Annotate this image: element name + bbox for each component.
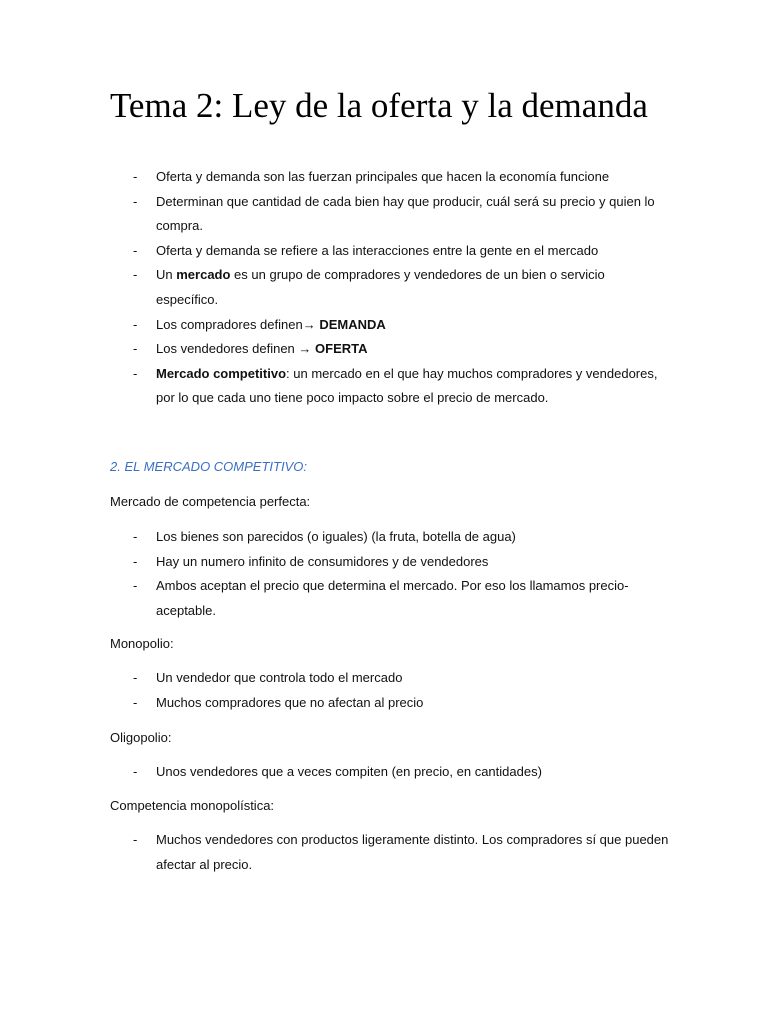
list-item [110,239,670,264]
list-item [110,190,670,239]
list-item [110,574,670,623]
bold-term-mercado-competitivo: Mercado competitivo [156,365,287,381]
list-item [110,263,670,312]
page-title: Tema 2: Ley de la oferta y la demanda [110,86,648,125]
list-item-text: Oferta y demanda se refiere a las interacciones entre la gente en el mercado [156,242,599,258]
subsection-label: Mercado de competencia perfecta: [110,494,311,509]
subsection-label: Monopolio: [110,636,174,651]
subsection-label: Competencia monopolística: [110,798,275,813]
list-item-text: Hay un numero infinito de consumidores y de vendedores [156,553,489,569]
list-item-text: Los bienes son parecidos (o iguales) (la fruta, botella de agua) [156,529,516,544]
list-item-text: es un grupo de compradores y vendedores de un bien o servicio específico. [156,267,605,307]
list-item-text: Un vendedor que controla todo el mercado [156,670,403,685]
list-item [110,828,670,877]
list-item-text: Los compradores definen [156,316,303,332]
bold-term-mercado: mercado [176,267,231,283]
perfecta-list [110,525,670,623]
intro-list [110,165,670,411]
bold-term-oferta: OFERTA [315,341,368,357]
arrow-right-icon: → [298,341,316,357]
bold-term-demanda: DEMANDA [319,316,386,332]
list-item-text: Unos vendedores que a veces compiten (en precio, en cantidades) [156,764,542,779]
arrow-right-icon: → [302,316,320,332]
section-heading: 2. EL MERCADO COMPETITIVO: [110,459,307,474]
list-item [110,313,670,338]
list-item [110,666,670,691]
monopolistica-list [110,828,670,877]
list-item [110,691,670,716]
list-item [110,525,670,550]
monopolio-list [110,666,670,715]
list-item-text: Determinan que cantidad de cada bien hay que producir, cuál será su precio y quien lo compra. [156,193,655,234]
list-item-text: Muchos vendedores con productos ligeramente distinto. Los compradores sí que pueden afectar al precio. [156,832,669,872]
list-item-text: Los vendedores definen [156,341,299,357]
list-item-text: Oferta y demanda son las fuerzan principales que hacen la economía funcione [156,169,610,184]
list-item-text: Un [156,267,177,283]
subsection-label: Oligopolio: [110,730,172,745]
oligopolio-list [110,760,670,785]
list-item-text: Muchos compradores que no afectan al precio [156,694,424,710]
list-item [110,165,670,190]
list-item-text: : un mercado en el que hay muchos compradores y vendedores, por lo que cada uno tiene poco impacto sobre el precio de mercado. [156,365,658,406]
list-item [110,760,670,785]
list-item [110,337,670,362]
list-item [110,362,670,411]
list-item-text: Ambos aceptan el precio que determina el mercado. Por eso los llamamos precio-aceptable. [156,578,629,618]
list-item [110,550,670,575]
